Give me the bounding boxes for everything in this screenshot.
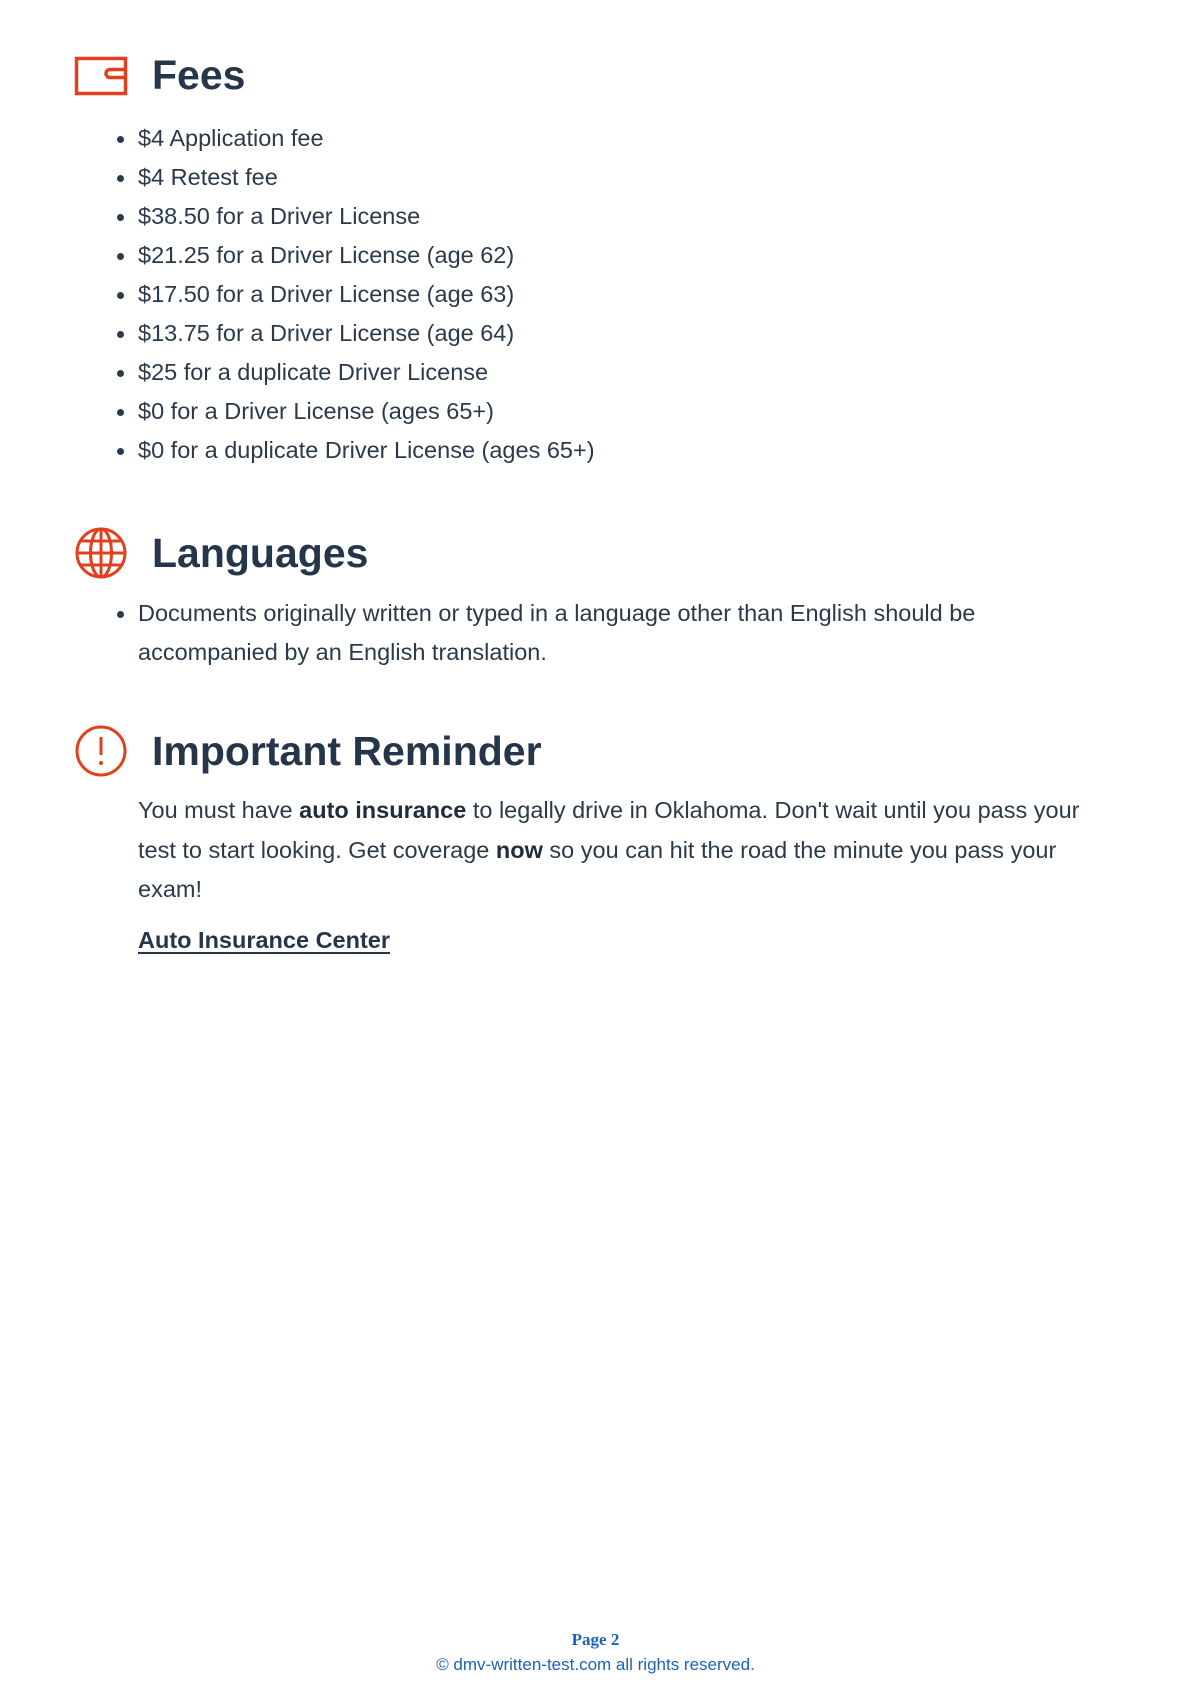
language-item: Documents originally written or typed in a language other than English should be accompanied by an English translation. xyxy=(138,594,1018,672)
fee-item: $4 Retest fee xyxy=(138,158,1098,197)
reminder-text-part: to legally drive in Oklahoma. Don't wait until you pass your test to start looking. Get coverage xyxy=(138,797,1080,863)
wallet-icon xyxy=(74,48,128,102)
fees-list xyxy=(0,119,1098,470)
reminder-text xyxy=(138,791,1123,910)
reminder-text-part: so you can hit the road the minute you pass your exam! xyxy=(138,836,1057,902)
reminder-header xyxy=(0,724,1191,784)
auto-insurance-center-link[interactable]: Auto Insurance Center xyxy=(138,927,391,953)
reminder-title: Important Reminder xyxy=(152,728,542,774)
globe-icon xyxy=(74,526,128,580)
reminder-section xyxy=(0,724,1191,953)
fee-item: $17.50 for a Driver License (age 63) xyxy=(138,275,1098,314)
languages-section xyxy=(0,526,1191,665)
footer-copyright: © dmv-written-test.com all rights reserved. xyxy=(436,1655,755,1674)
fee-item: $25 for a duplicate Driver License xyxy=(138,353,1098,392)
fee-item: $13.75 for a Driver License (age 64) xyxy=(138,314,1098,353)
reminder-text-part: You must have xyxy=(138,797,300,823)
fee-item: $38.50 for a Driver License xyxy=(138,197,1098,236)
fee-item: $4 Application fee xyxy=(138,119,1098,158)
fee-item: $0 for a duplicate Driver License (ages 65+) xyxy=(138,431,1098,470)
footer-page-number: Page 2 xyxy=(571,1630,620,1649)
fees-header xyxy=(0,48,1191,108)
fees-title: Fees xyxy=(152,52,246,98)
alert-circle-icon xyxy=(74,724,128,778)
reminder-bold-auto-insurance: auto insurance xyxy=(299,797,467,823)
reminder-bold-now: now xyxy=(495,836,543,863)
languages-header xyxy=(0,526,1191,586)
fee-item: $0 for a Driver License (ages 65+) xyxy=(138,392,1098,431)
languages-title: Languages xyxy=(152,530,369,576)
languages-list xyxy=(0,594,1018,672)
fees-section xyxy=(0,48,1191,463)
fee-item: $21.25 for a Driver License (age 62) xyxy=(138,236,1098,275)
